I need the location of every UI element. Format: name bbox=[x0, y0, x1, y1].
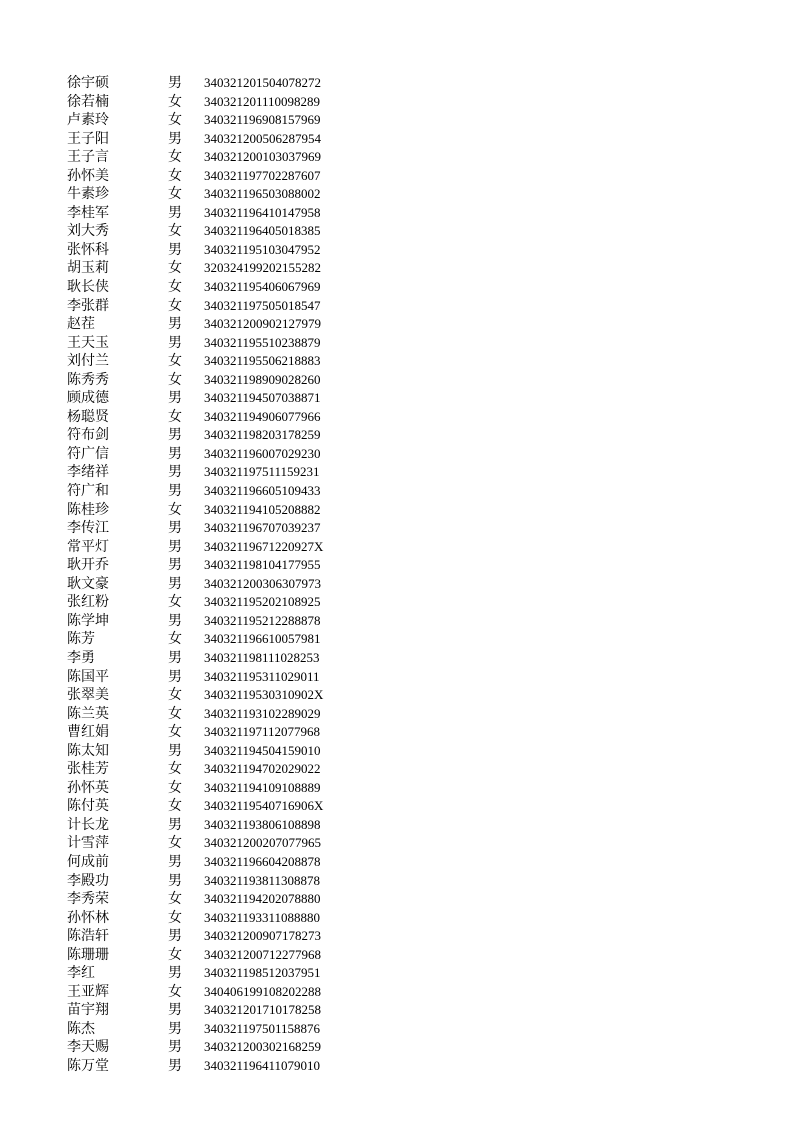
table-row bbox=[67, 1057, 367, 1076]
table-row bbox=[67, 408, 367, 427]
person-gender: 男 bbox=[168, 872, 182, 889]
person-gender: 女 bbox=[168, 835, 182, 852]
table-row bbox=[67, 371, 367, 390]
person-name: 顾成德 bbox=[67, 390, 109, 407]
table-row bbox=[67, 204, 367, 223]
roster-table bbox=[67, 74, 367, 1076]
person-id-number: 340321201504078272 bbox=[204, 75, 321, 90]
table-row bbox=[67, 93, 367, 112]
person-gender: 女 bbox=[168, 761, 182, 778]
person-gender: 男 bbox=[168, 538, 182, 555]
person-gender: 女 bbox=[168, 260, 182, 277]
table-row bbox=[67, 686, 367, 705]
person-id-number: 340321197501158876 bbox=[204, 1020, 321, 1036]
person-name: 符广和 bbox=[67, 483, 109, 500]
table-row bbox=[67, 352, 367, 371]
table-row bbox=[67, 501, 367, 520]
person-id-number: 340321198512037951 bbox=[204, 965, 321, 981]
person-gender: 男 bbox=[168, 75, 182, 91]
person-name: 李桂军 bbox=[67, 204, 109, 221]
table-row bbox=[67, 872, 367, 891]
person-id-number: 340321194507038871 bbox=[204, 390, 321, 406]
person-id-number: 340321196707039237 bbox=[204, 520, 321, 536]
person-id-number: 340406199108202288 bbox=[204, 983, 321, 999]
person-id-number: 340321193811308878 bbox=[204, 872, 321, 888]
person-gender: 男 bbox=[168, 390, 182, 407]
person-id-number: 320324199202155282 bbox=[204, 260, 321, 276]
person-name: 陈付英 bbox=[67, 798, 109, 815]
person-gender: 女 bbox=[168, 946, 182, 963]
person-gender: 男 bbox=[168, 483, 182, 500]
person-name: 李勇 bbox=[67, 649, 95, 666]
person-name: 陈国平 bbox=[67, 668, 109, 685]
person-id-number: 340321197702287607 bbox=[204, 167, 321, 183]
person-name: 徐若楠 bbox=[67, 93, 109, 110]
table-row bbox=[67, 259, 367, 278]
person-gender: 男 bbox=[168, 816, 182, 833]
person-gender: 女 bbox=[168, 631, 182, 648]
table-row bbox=[67, 779, 367, 798]
person-gender: 女 bbox=[168, 687, 182, 704]
person-id-number: 340321200103037969 bbox=[204, 149, 321, 165]
person-gender: 女 bbox=[168, 909, 182, 926]
person-name: 何成前 bbox=[67, 853, 109, 870]
person-id-number: 340321195406067969 bbox=[204, 279, 321, 295]
person-gender: 女 bbox=[168, 297, 182, 314]
person-gender: 男 bbox=[168, 464, 182, 481]
person-id-number: 340321196410147958 bbox=[204, 204, 321, 220]
person-name: 孙怀英 bbox=[67, 779, 109, 796]
person-name: 符布剑 bbox=[67, 427, 109, 444]
person-gender: 男 bbox=[168, 668, 182, 685]
person-name: 李天赐 bbox=[67, 1039, 109, 1056]
person-name: 张怀科 bbox=[67, 241, 109, 258]
person-gender: 男 bbox=[168, 427, 182, 444]
person-id-number: 340321193311088880 bbox=[204, 909, 321, 925]
person-gender: 女 bbox=[168, 705, 182, 722]
table-row bbox=[67, 630, 367, 649]
table-row bbox=[67, 241, 367, 260]
person-id-number: 340321196007029230 bbox=[204, 445, 321, 461]
table-row bbox=[67, 315, 367, 334]
person-id-number: 340321197112077968 bbox=[204, 724, 321, 740]
person-id-number: 340321194109108889 bbox=[204, 779, 321, 795]
person-id-number: 340321195212288878 bbox=[204, 612, 321, 628]
person-id-number: 340321200506287954 bbox=[204, 130, 321, 146]
person-name: 孙怀美 bbox=[67, 167, 109, 184]
table-row bbox=[67, 890, 367, 909]
person-id-number: 340321198104177955 bbox=[204, 557, 321, 573]
person-id-number: 340321201710178258 bbox=[204, 1002, 321, 1018]
person-id-number: 340321196605109433 bbox=[204, 483, 321, 499]
person-id-number: 340321194202078880 bbox=[204, 891, 321, 907]
table-row bbox=[67, 1001, 367, 1020]
table-row bbox=[67, 668, 367, 687]
person-name: 陈万堂 bbox=[67, 1057, 109, 1074]
table-row bbox=[67, 742, 367, 761]
person-id-number: 34032119530310902X bbox=[204, 687, 324, 703]
person-id-number: 340321200302168259 bbox=[204, 1039, 321, 1055]
person-name: 陈兰英 bbox=[67, 705, 109, 722]
table-row bbox=[67, 649, 367, 668]
person-name: 李殿功 bbox=[67, 872, 109, 889]
table-row bbox=[67, 445, 367, 464]
person-gender: 男 bbox=[168, 742, 182, 759]
person-gender: 男 bbox=[168, 520, 182, 537]
person-id-number: 340321197505018547 bbox=[204, 297, 321, 313]
table-row bbox=[67, 705, 367, 724]
person-name: 刘大秀 bbox=[67, 223, 109, 240]
person-id-number: 340321196411079010 bbox=[204, 1057, 321, 1073]
person-gender: 女 bbox=[168, 279, 182, 296]
table-row bbox=[67, 593, 367, 612]
person-id-number: 340321196610057981 bbox=[204, 631, 321, 647]
person-gender: 男 bbox=[168, 204, 182, 221]
table-row bbox=[67, 148, 367, 167]
person-name: 赵茬 bbox=[67, 316, 95, 333]
person-name: 徐宇硕 bbox=[67, 75, 109, 91]
person-gender: 女 bbox=[168, 594, 182, 611]
person-id-number: 340321198203178259 bbox=[204, 427, 321, 443]
table-row bbox=[67, 426, 367, 445]
person-name: 陈学坤 bbox=[67, 612, 109, 629]
person-name: 王天玉 bbox=[67, 334, 109, 351]
person-name: 李传江 bbox=[67, 520, 109, 537]
person-name: 陈桂珍 bbox=[67, 501, 109, 518]
table-row bbox=[67, 909, 367, 928]
table-row bbox=[67, 297, 367, 316]
table-row bbox=[67, 760, 367, 779]
person-name: 李红 bbox=[67, 965, 95, 982]
person-gender: 女 bbox=[168, 983, 182, 1000]
person-gender: 女 bbox=[168, 223, 182, 240]
person-name: 李秀荣 bbox=[67, 891, 109, 908]
person-id-number: 340321197511159231 bbox=[204, 464, 320, 480]
person-name: 王亚辉 bbox=[67, 983, 109, 1000]
table-row bbox=[67, 612, 367, 631]
person-name: 苗宇翔 bbox=[67, 1002, 109, 1019]
person-name: 卢素玲 bbox=[67, 112, 109, 129]
person-name: 曹红娟 bbox=[67, 724, 109, 741]
table-row bbox=[67, 463, 367, 482]
person-id-number: 340321195311029011 bbox=[204, 668, 320, 684]
person-gender: 男 bbox=[168, 612, 182, 629]
person-gender: 男 bbox=[168, 334, 182, 351]
person-id-number: 340321195510238879 bbox=[204, 334, 321, 350]
table-row bbox=[67, 538, 367, 557]
person-gender: 女 bbox=[168, 501, 182, 518]
table-row bbox=[67, 334, 367, 353]
table-row bbox=[67, 927, 367, 946]
person-name: 牛素珍 bbox=[67, 186, 109, 203]
person-name: 张桂芳 bbox=[67, 761, 109, 778]
person-gender: 男 bbox=[168, 575, 182, 592]
person-id-number: 340321196503088002 bbox=[204, 186, 321, 202]
person-id-number: 340321200907178273 bbox=[204, 928, 321, 944]
person-id-number: 34032119671220927X bbox=[204, 538, 324, 554]
person-gender: 男 bbox=[168, 1020, 182, 1037]
person-gender: 女 bbox=[168, 167, 182, 184]
person-gender: 男 bbox=[168, 928, 182, 945]
person-gender: 女 bbox=[168, 779, 182, 796]
person-id-number: 340321196908157969 bbox=[204, 112, 321, 128]
person-name: 张红粉 bbox=[67, 594, 109, 611]
table-row bbox=[67, 556, 367, 575]
table-row bbox=[67, 834, 367, 853]
person-name: 陈珊珊 bbox=[67, 946, 109, 963]
person-gender: 男 bbox=[168, 241, 182, 258]
person-name: 杨聪贤 bbox=[67, 408, 109, 425]
table-row bbox=[67, 723, 367, 742]
table-row bbox=[67, 1038, 367, 1057]
person-gender: 女 bbox=[168, 408, 182, 425]
table-row bbox=[67, 278, 367, 297]
person-name: 耿开乔 bbox=[67, 557, 109, 574]
person-name: 陈秀秀 bbox=[67, 371, 109, 388]
table-row bbox=[67, 74, 367, 93]
table-row bbox=[67, 111, 367, 130]
person-gender: 女 bbox=[168, 186, 182, 203]
person-name: 胡玉莉 bbox=[67, 260, 109, 277]
table-row bbox=[67, 389, 367, 408]
person-name: 符广信 bbox=[67, 445, 109, 462]
person-name: 王子言 bbox=[67, 149, 109, 166]
person-id-number: 340321195202108925 bbox=[204, 594, 321, 610]
person-id-number: 340321193102289029 bbox=[204, 705, 321, 721]
person-id-number: 340321193806108898 bbox=[204, 816, 321, 832]
person-name: 计雪萍 bbox=[67, 835, 109, 852]
table-row bbox=[67, 1020, 367, 1039]
person-name: 王子阳 bbox=[67, 130, 109, 147]
table-row bbox=[67, 816, 367, 835]
person-id-number: 340321200306307973 bbox=[204, 575, 321, 591]
person-name: 常平灯 bbox=[67, 538, 109, 555]
table-row bbox=[67, 964, 367, 983]
table-row bbox=[67, 185, 367, 204]
person-id-number: 34032119540716906X bbox=[204, 798, 324, 814]
person-gender: 男 bbox=[168, 649, 182, 666]
person-gender: 男 bbox=[168, 1039, 182, 1056]
table-row bbox=[67, 853, 367, 872]
table-row bbox=[67, 519, 367, 538]
person-id-number: 340321194906077966 bbox=[204, 408, 321, 424]
table-row bbox=[67, 797, 367, 816]
person-name: 李绪祥 bbox=[67, 464, 109, 481]
person-id-number: 340321194105208882 bbox=[204, 501, 321, 517]
person-id-number: 340321194702029022 bbox=[204, 761, 321, 777]
person-name: 陈芳 bbox=[67, 631, 95, 648]
person-gender: 男 bbox=[168, 316, 182, 333]
person-id-number: 340321200712277968 bbox=[204, 946, 321, 962]
person-name: 耿长侠 bbox=[67, 279, 109, 296]
person-name: 陈浩轩 bbox=[67, 928, 109, 945]
person-name: 孙怀林 bbox=[67, 909, 109, 926]
person-id-number: 340321195506218883 bbox=[204, 353, 321, 369]
person-gender: 男 bbox=[168, 130, 182, 147]
person-name: 陈太知 bbox=[67, 742, 109, 759]
person-id-number: 340321194504159010 bbox=[204, 742, 321, 758]
person-gender: 男 bbox=[168, 445, 182, 462]
person-gender: 女 bbox=[168, 93, 182, 110]
person-name: 李张群 bbox=[67, 297, 109, 314]
person-gender: 男 bbox=[168, 557, 182, 574]
person-name: 耿文豪 bbox=[67, 575, 109, 592]
table-row bbox=[67, 946, 367, 965]
person-id-number: 340321195103047952 bbox=[204, 241, 321, 257]
person-id-number: 340321200207077965 bbox=[204, 835, 321, 851]
person-name: 陈杰 bbox=[67, 1020, 95, 1037]
person-id-number: 340321196405018385 bbox=[204, 223, 321, 239]
table-row bbox=[67, 482, 367, 501]
person-gender: 女 bbox=[168, 149, 182, 166]
person-gender: 女 bbox=[168, 891, 182, 908]
person-id-number: 340321200902127979 bbox=[204, 316, 321, 332]
person-gender: 男 bbox=[168, 1002, 182, 1019]
person-id-number: 340321201110098289 bbox=[204, 93, 321, 109]
person-gender: 男 bbox=[168, 1057, 182, 1074]
table-row bbox=[67, 575, 367, 594]
person-id-number: 340321198111028253 bbox=[204, 649, 320, 665]
table-row bbox=[67, 222, 367, 241]
table-row bbox=[67, 167, 367, 186]
person-name: 张翠美 bbox=[67, 687, 109, 704]
person-gender: 女 bbox=[168, 371, 182, 388]
person-id-number: 340321198909028260 bbox=[204, 371, 321, 387]
person-gender: 男 bbox=[168, 853, 182, 870]
person-gender: 女 bbox=[168, 353, 182, 370]
table-row bbox=[67, 130, 367, 149]
person-gender: 女 bbox=[168, 724, 182, 741]
person-gender: 女 bbox=[168, 112, 182, 129]
person-id-number: 340321196604208878 bbox=[204, 853, 321, 869]
person-name: 计长龙 bbox=[67, 816, 109, 833]
person-gender: 女 bbox=[168, 798, 182, 815]
person-name: 刘付兰 bbox=[67, 353, 109, 370]
person-gender: 男 bbox=[168, 965, 182, 982]
table-row bbox=[67, 983, 367, 1002]
